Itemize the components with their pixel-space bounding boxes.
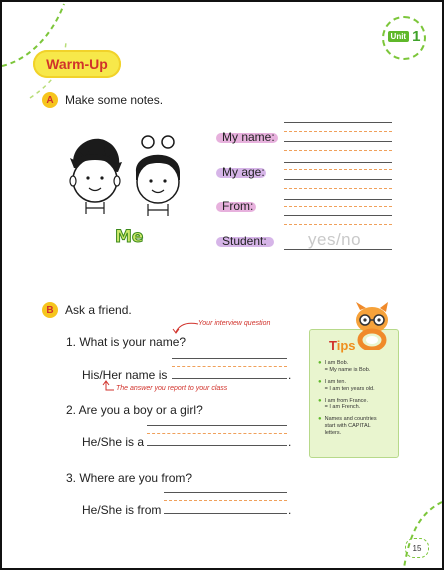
name-line-1[interactable] [284,122,392,123]
q2-line-top[interactable] [147,425,287,426]
answer-1-period: . [288,368,292,382]
answer-3-period: . [288,503,292,517]
answer-2-period: . [288,435,292,449]
from-line-1[interactable] [284,199,392,200]
arrow-icon [102,380,116,392]
name-line-guide [284,150,392,151]
field-label-student-text: Student: [222,234,267,248]
from-line-2[interactable] [284,215,392,216]
tip-text: I am Bob. = My name is Bob. [324,360,371,373]
section-a-title: Make some notes. [65,93,164,107]
age-line-1[interactable] [284,162,392,163]
tips-title-rest: ips [336,338,356,353]
age-line-guide [284,188,392,189]
question-2: 2. Are you a boy or a girl? [66,403,203,417]
cat-mascot-icon [346,302,398,350]
tips-title-t: T [329,338,337,353]
answer-1-line[interactable] [172,378,287,379]
bullet-icon: ● [318,397,322,404]
field-label-name [222,130,275,144]
q2-line-guide [147,433,287,434]
me-label: Me [115,227,144,247]
arrow-icon [172,320,200,334]
section-a-badge: A [42,92,58,108]
answer-report-note: The answer you report to your class [116,385,228,392]
from-line-guide [284,224,392,225]
unit-number: 1 [412,27,421,45]
age-line-2[interactable] [284,179,392,180]
bullet-icon: ● [318,378,322,385]
interview-question-note: Your interview question [198,320,271,327]
tips-list [318,360,396,442]
q1-line-top[interactable] [172,358,287,359]
tip-text: I am from France. = I am French. [324,397,369,411]
answer-1-prefix: His/Her name is [82,368,168,382]
question-1: 1. What is your name? [66,335,187,349]
q3-line-guide [164,500,287,501]
bullet-icon: ● [318,416,322,423]
tip-item [318,379,396,393]
answer-2-prefix: He/She is a [82,435,145,449]
question-3: 3. Where are you from? [66,471,193,485]
field-label-student [222,234,267,248]
bullet-icon: ● [318,360,322,366]
name-line-guide [284,131,392,132]
age-line-guide [284,169,392,170]
section-b-badge: B [42,302,58,318]
field-label-name-text: My name: [222,130,275,144]
answer-3-prefix: He/She is from [82,503,162,517]
q3-line-top[interactable] [164,492,287,493]
name-line-2[interactable] [284,141,392,142]
q1-line-guide [172,366,287,367]
unit-badge [382,16,426,56]
field-label-from [222,199,253,213]
tip-item [318,360,396,374]
field-label-age-text: My age: [222,165,265,179]
girl-face-icon [136,136,180,216]
answer-2-line[interactable] [147,445,287,446]
tip-text: I am ten. = I am ten years old. [324,378,375,392]
field-label-from-text: From: [222,199,254,213]
unit-label: Unit [388,31,410,42]
answer-3-line[interactable] [164,513,287,514]
boy-face-icon [70,139,122,214]
warmup-heading: Warm-Up [33,50,121,78]
kids-illustration [64,128,192,218]
section-b-title: Ask a friend. [65,303,132,317]
field-label-age [222,165,265,179]
tip-text: Names and countries start with CAPITAL letters. [324,416,377,436]
page-number: 15 [405,538,429,558]
from-line-guide [284,206,392,207]
tip-item [318,416,396,437]
tip-item [318,398,396,412]
yes-no-hint: yes/no [308,230,362,249]
